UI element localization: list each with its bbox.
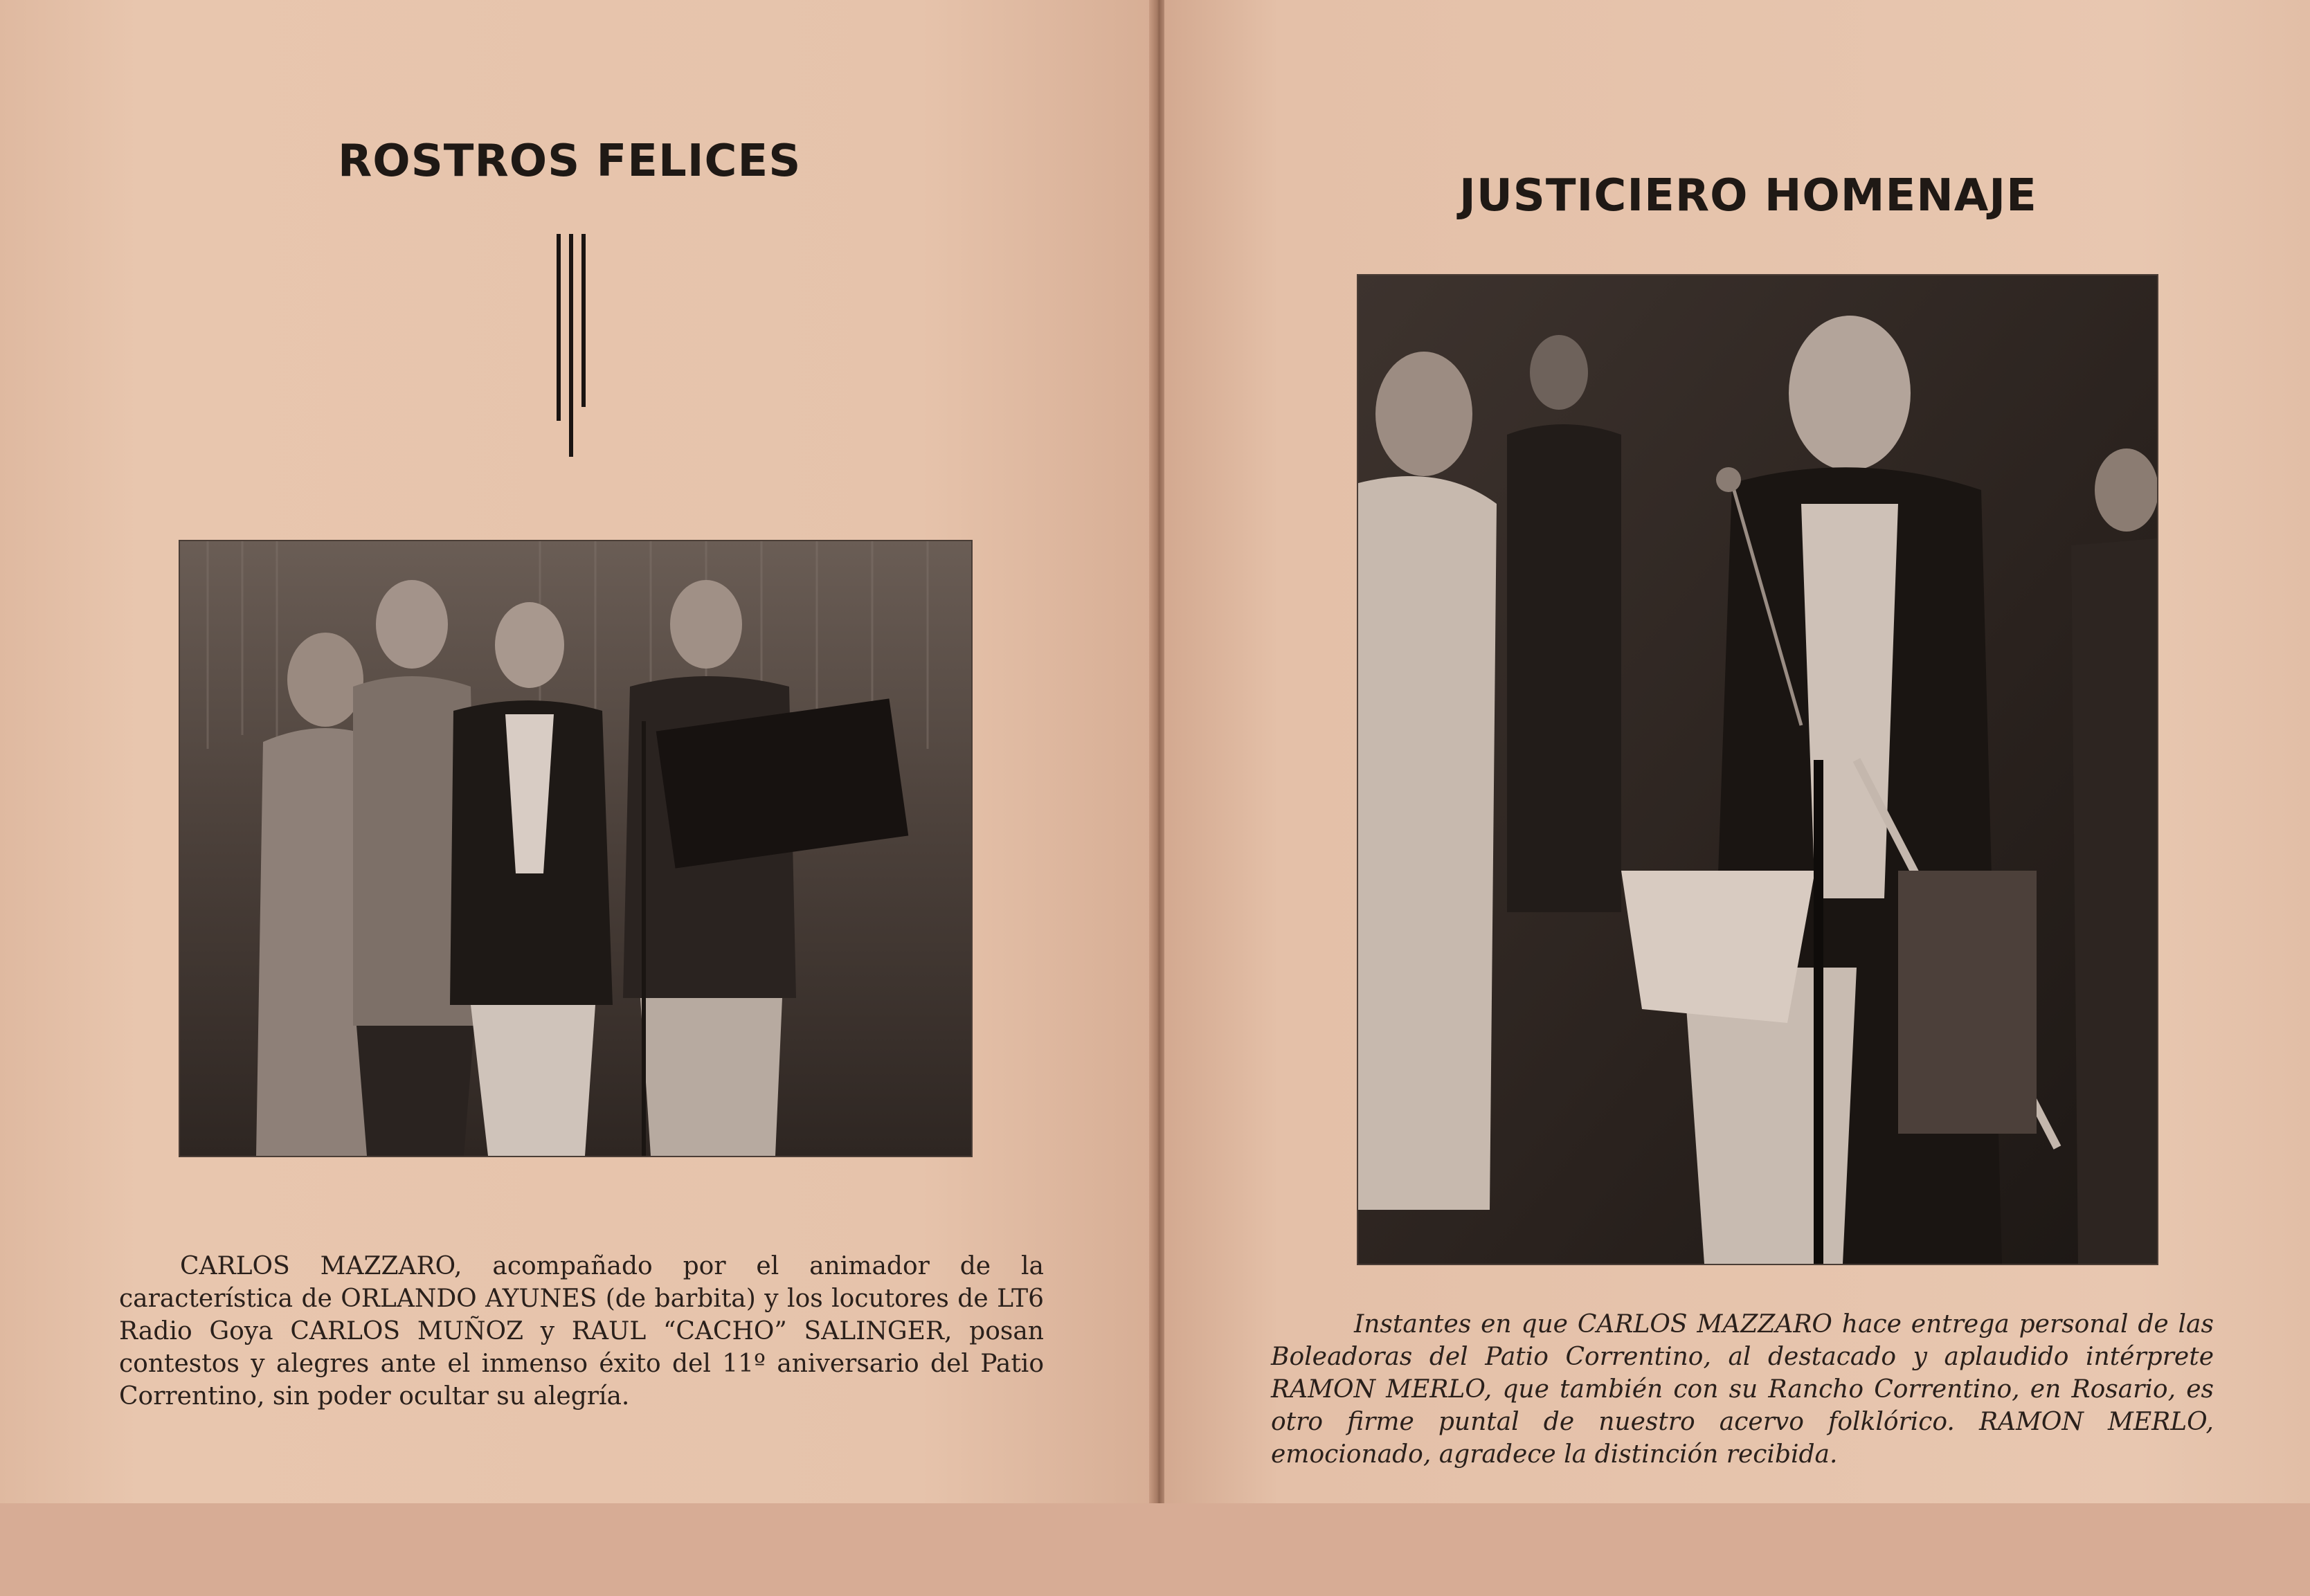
- award-ceremony-photo-icon: [1358, 275, 2157, 1264]
- left-page-title: ROSTROS FELICES: [338, 136, 802, 187]
- right-page-caption: Instantes en que CARLOS MAZZARO hace entrega personal de las Boleadoras del Patio Correntino, al destacado y aplaudido intérprete RAMON MERLO, que también con su Rancho Correntino, en Rosario, es otro firme puntal de nuestro acervo folklórico. RAMON MERLO, emocionado, agradece la distinción recibida.: [1271, 1310, 2214, 1469]
- right-page-title: JUSTICIERO HOMENAJE: [1459, 170, 2037, 221]
- scan-bottom-margin: [0, 1503, 2310, 1596]
- award-ceremony-photo: [1358, 275, 2157, 1264]
- group-photo-icon: [180, 541, 971, 1156]
- left-page: [0, 0, 1152, 1503]
- group-photo: [180, 541, 971, 1156]
- vertical-lines-ornament: [554, 234, 595, 457]
- left-page-caption: CARLOS MAZZARO, acompañado por el animador de la característica de ORLANDO AYUNES (de barbita) y los locutores de LT6 Radio Goya CARLOS MUÑOZ y RAUL “CACHO” SALINGER, posan contestos y alegres ante el inmenso éxito del 11º aniversario del Patio Correntino, sin poder ocultar su alegría.: [119, 1252, 1044, 1411]
- right-page: [1164, 0, 2310, 1503]
